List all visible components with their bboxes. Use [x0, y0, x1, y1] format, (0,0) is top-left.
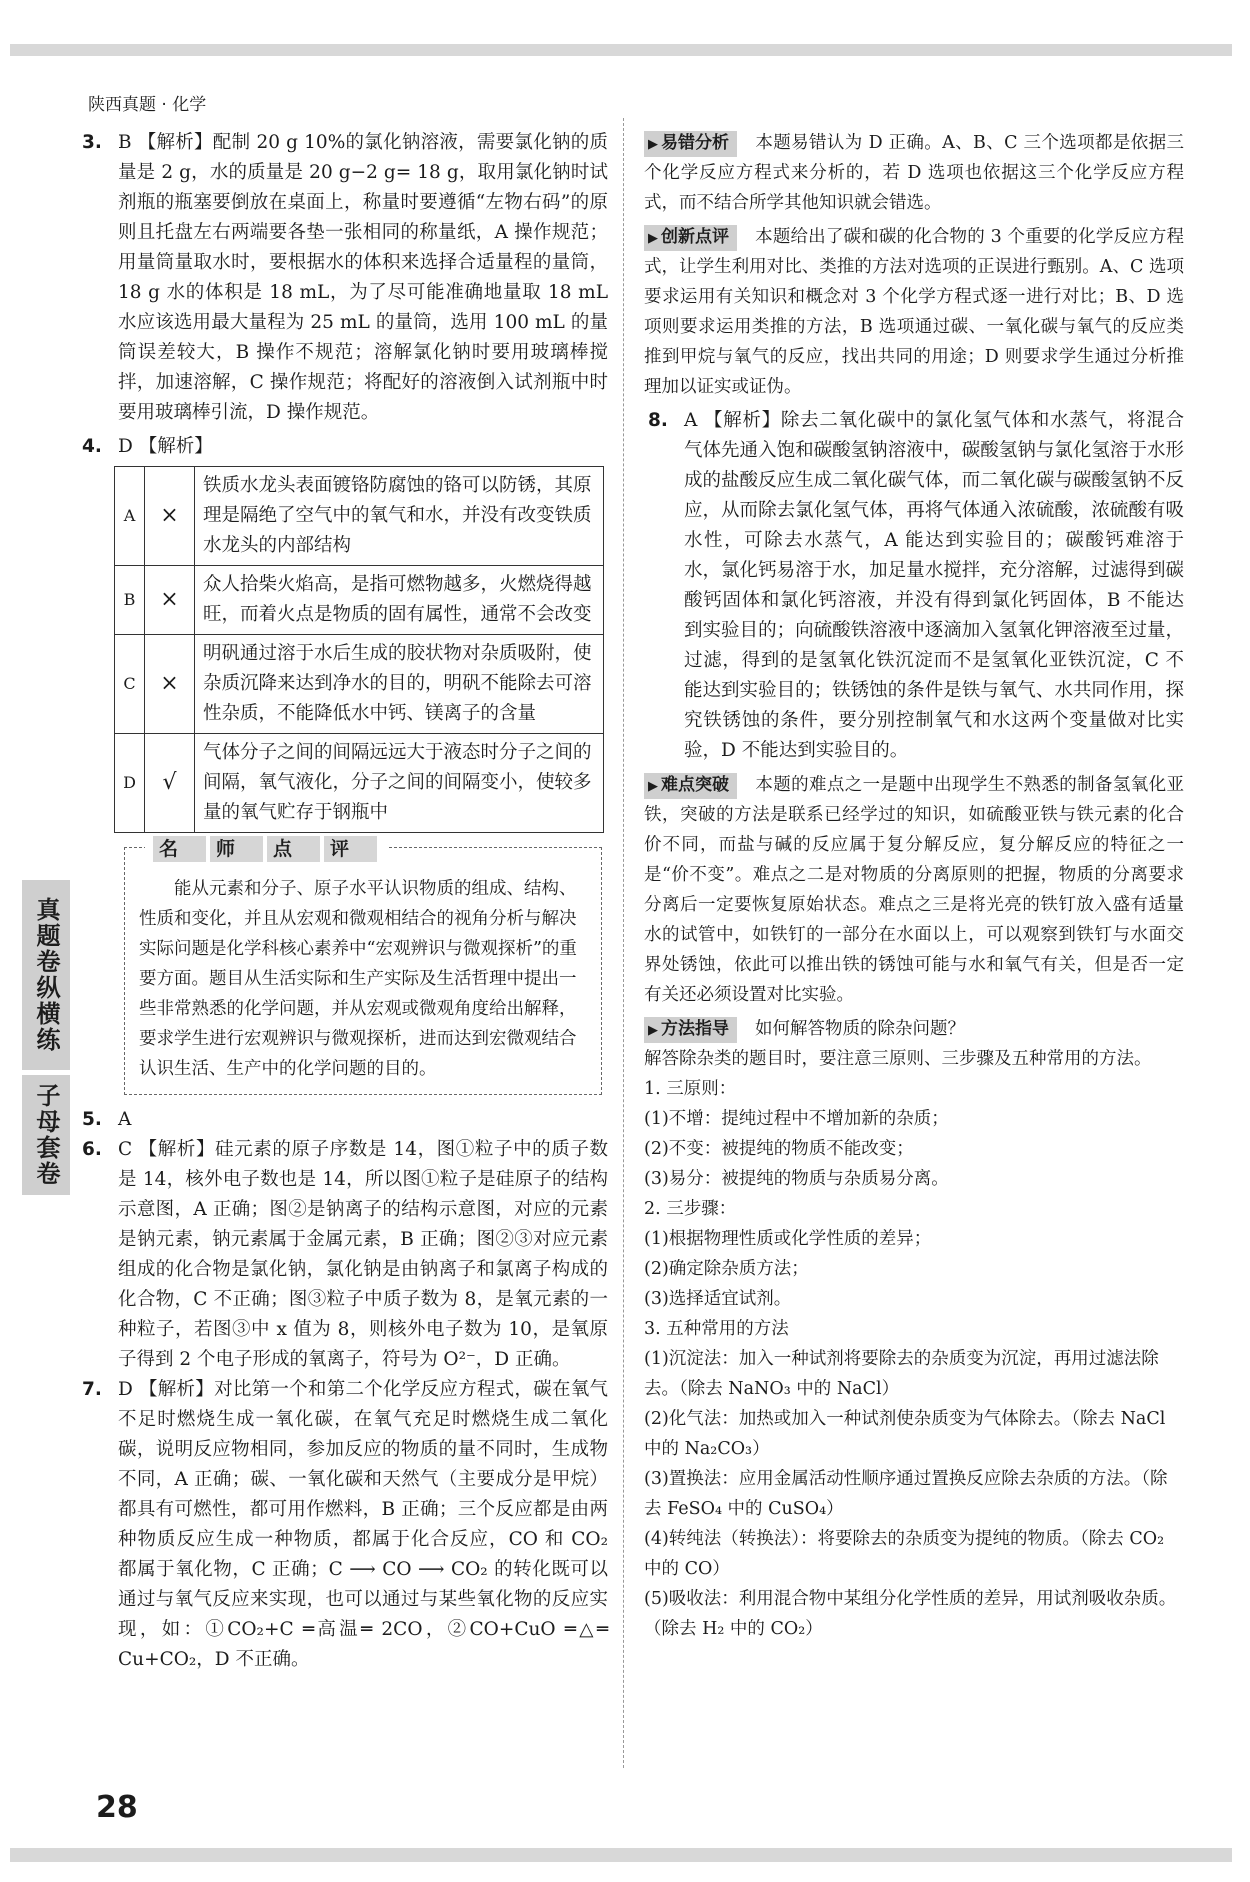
table-row — [115, 467, 604, 566]
side-tab-volume — [22, 1075, 70, 1195]
review-title-char: 名 — [153, 836, 206, 862]
easy-error-analysis — [644, 128, 1184, 218]
page-header: 陕西真题 · 化学 — [88, 95, 207, 115]
question-answer: C 【解析】硅元素的原子序数是 14，图①粒子中的质子数是 14，核外电子数也是 14，所以图①粒子是硅原子的结构示意图，A 正确；图②是钠离子的结构示意图，对应的元素是钠元素，钠元素属于金属元素，B 正确；图②③对应元素组成的化合物是氯化钠，氯化钠是由钠离子和氯离子构成的化合物，C 不正确；图③粒子中质子数为 8，是氧元素的一种粒子，若图③中 x 值为 8，则核外电子数为 10，是氧原子得到 2 个电子形成的氧离子，符号为 O²⁻，D 正确。 — [118, 1139, 608, 1370]
method-line: 解答除杂类的题目时，要注意三原则、三步骤及五种常用的方法。 — [644, 1049, 1152, 1069]
teacher-review-text: 能从元素和分子、原子水平认识物质的组成、结构、性质和变化，并且从宏观和微观相结合的视角分析与解决实际问题是化学科核心素养中“宏观辨识与微观探析”的重要方面。题目从生活实际和生产实际及生活哲理中提出一些非常熟悉的化学问题，并从宏观或微观角度给出解释，要求学生进行宏观辨识与微观探析，进而达到宏微观结合认识生活、生产中的化学问题的目的。 — [139, 879, 577, 1079]
question-answer: A — [118, 1109, 132, 1130]
question-answer: D 【解析】 — [118, 436, 213, 457]
teacher-review-box — [124, 838, 602, 1095]
option-explanation: 气体分子之间的间隔远远大于液态时分子之间的间隔，氧气液化，分子之间的间隔变小，使较多量的氧气贮存于钢瓶中 — [195, 734, 604, 833]
question-5 — [78, 1105, 608, 1135]
innovation-tag: ▶ 创新点评 — [644, 225, 737, 251]
teacher-review-title — [145, 834, 389, 864]
table-row — [115, 734, 604, 833]
question-answer: A 【解析】除去二氧化碳中的氯化氢气体和水蒸气，将混合气体先通入饱和碳酸氢钠溶液中，碳酸氢钠与氯化氢溶于水形成的盐酸反应生成二氧化碳气体，而二氧化碳与碳酸氢钠不反应，从而除去氯化氢气体，再将气体通入浓硫酸，浓硫酸有吸水性，可除去水蒸气，A 能达到实验目的；碳酸钙难溶于水，氯化钙易溶于水，加足量水搅拌，充分溶解，过滤得到碳酸钙固体和氯化钙溶液，并没有得到氯化钙固体，B 不能达到实验目的；向硫酸铁溶液中逐滴加入氢氧化钾溶液至过量，过滤，得到的是氢氧化铁沉淀而不是氢氧化亚铁沉淀，C 不能达到实验目的；铁锈蚀的条件是铁与氧气、水共同作用，探究铁锈蚀的条件，要分别控制氧气和水这两个变量做对比实验，D 不能达到实验目的。 — [684, 410, 1184, 761]
option-explanation: 铁质水龙头表面镀铬防腐蚀的铬可以防锈，其原理是隔绝了空气中的氧气和水，并没有改变铁质水龙头的内部结构 — [195, 467, 604, 566]
right-column — [644, 128, 1184, 1644]
page-number: 28 — [96, 1790, 138, 1825]
top-decoration-bar — [10, 44, 1232, 56]
option-explanation: 明矾通过溶于水后生成的胶状物对杂质吸附，使杂质沉降来达到净水的目的，明矾不能除去可溶性杂质，不能降低水中钙、镁离子的含量 — [195, 635, 604, 734]
method-guide — [644, 1014, 1184, 1044]
option-key: C — [115, 635, 145, 734]
method-line: (3)置换法：应用金属活动性顺序通过置换反应除去杂质的方法。（除去 FeSO₄ 中的 CuSO₄） — [644, 1469, 1168, 1519]
review-title-char: 点 — [267, 836, 320, 862]
method-line: (4)转纯法（转换法）：将要除去的杂质变为提纯的物质。（除去 CO₂ 中的 CO） — [644, 1529, 1165, 1579]
judgement-mark: × — [145, 635, 195, 734]
innovation-comment — [644, 222, 1184, 402]
table-row — [115, 635, 604, 734]
side-tab-series — [22, 880, 70, 1070]
left-column — [78, 128, 608, 1675]
method-lines — [644, 1044, 1184, 1644]
method-tag: ▶ 方法指导 — [644, 1017, 737, 1043]
bottom-decoration-bar — [10, 1848, 1232, 1862]
easy-error-tag: ▶ 易错分析 — [644, 131, 737, 157]
method-line: 1. 三原则： — [644, 1079, 737, 1099]
judgement-mark: √ — [145, 734, 195, 833]
question-6 — [78, 1135, 608, 1375]
table-row — [115, 566, 604, 635]
question-3 — [78, 128, 608, 428]
side-tab-series-text: 真题卷纵横练 — [32, 897, 60, 1053]
column-divider — [623, 118, 624, 1768]
judgement-mark: × — [145, 566, 195, 635]
question-8 — [644, 406, 1184, 766]
innovation-text: 本题给出了碳和碳的化合物的 3 个重要的化学反应方程式，让学生利用对比、类推的方法对选项的正误进行甄别。A、C 选项要求运用有关知识和概念对 3 个化学方程式逐一进行对比；B、D 选项则要求运用类推的方法，B 选项通过碳、一氧化碳与氧气的反应类推到甲烷与氧气的反应，找出共同的用途；D 则要求学生通过分析推理加以证实或证伪。 — [644, 227, 1184, 397]
review-title-char: 评 — [324, 836, 377, 862]
method-line: (5)吸收法：利用混合物中某组分化学性质的差异，用试剂吸收杂质。（除去 H₂ 中的 CO₂） — [644, 1589, 1177, 1639]
question-number: 6. — [82, 1139, 102, 1160]
method-line: (1)沉淀法：加入一种试剂将要除去的杂质变为沉淀，再用过滤法除去。（除去 NaNO₃ 中的 NaCl） — [644, 1349, 1159, 1399]
question-number: 4. — [82, 436, 102, 457]
judgement-mark: × — [145, 467, 195, 566]
question-answer: D 【解析】对比第一个和第二个化学反应方程式，碳在氧气不足时燃烧生成一氧化碳，在氧气充足时燃烧生成二氧化碳，说明反应物相同，参加反应的物质的量不同时，生成物不同，A 正确；碳、一氧化碳和天然气（主要成分是甲烷）都具有可燃性，都可用作燃料，B 正确；三个反应都是由两种物质反应生成一种物质，都属于化合反应，CO 和 CO₂ 都属于氧化物，C 正确；C ⟶ CO ⟶ CO₂ 的转化既可以通过与氧气反应来实现，也可以通过与某些氧化物的反应实现，如：①CO₂+C ═高温═ 2CO，②CO+CuO ═△═ Cu+CO₂，D 不正确。 — [118, 1379, 608, 1670]
question-number: 8. — [648, 410, 668, 431]
option-key: A — [115, 467, 145, 566]
method-line: (3)易分：被提纯的物质与杂质易分离。 — [644, 1169, 949, 1189]
side-tab-volume-text: 子母套卷 — [32, 1083, 60, 1187]
question-number: 7. — [82, 1379, 102, 1400]
method-title: 如何解答物质的除杂问题？ — [755, 1019, 965, 1039]
method-line: (1)根据物理性质或化学性质的差异； — [644, 1229, 932, 1249]
easy-error-text: 本题易错认为 D 正确。A、B、C 三个选项都是依据三个化学反应方程式来分析的，若 D 选项也依据这三个化学反应方程式，而不结合所学其他知识就会错选。 — [644, 133, 1184, 213]
method-line: (1)不增：提纯过程中不增加新的杂质； — [644, 1109, 949, 1129]
question-4 — [78, 432, 608, 462]
review-title-char: 师 — [210, 836, 263, 862]
option-explanation: 众人拾柴火焰高，是指可燃物越多，火燃烧得越旺，而着火点是物质的固有属性，通常不会改变 — [195, 566, 604, 635]
option-key: D — [115, 734, 145, 833]
method-line: 2. 三步骤： — [644, 1199, 737, 1219]
question-7 — [78, 1375, 608, 1675]
option-key: B — [115, 566, 145, 635]
method-line: 3. 五种常用的方法 — [644, 1319, 789, 1339]
question-number: 3. — [82, 132, 102, 153]
question-answer: B 【解析】配制 20 g 10%的氯化钠溶液，需要氯化钠的质量是 2 g，水的质量是 20 g−2 g= 18 g，取用氯化钠时试剂瓶的瓶塞要倒放在桌面上，称量时要遵循“左物右码”的原则且托盘左右两端要各垫一张相同的称量纸，A 操作规范；用量筒量取水时，要根据水的体积来选择合适量程的量筒，18 g 水的体积是 18 mL，为了尽可能准确地量取 18 mL 水应该选用最大量程为 25 mL 的量筒，选用 100 mL 的量筒误差较大，B 操作不规范；溶解氯化钠时要用玻璃棒搅拌，加速溶解，C 操作规范；将配好的溶液倒入试剂瓶中时要用玻璃棒引流，D 操作规范。 — [118, 132, 608, 423]
method-line: (2)化气法：加热或加入一种试剂使杂质变为气体除去。（除去 NaCl 中的 Na₂CO₃） — [644, 1409, 1166, 1459]
analysis-table — [114, 466, 604, 833]
method-line: (2)确定除杂质方法； — [644, 1259, 809, 1279]
method-line: (2)不变：被提纯的物质不能改变； — [644, 1139, 914, 1159]
difficulty-text: 本题的难点之一是题中出现学生不熟悉的制备氢氧化亚铁，突破的方法是联系已经学过的知识，如硫酸亚铁与铁元素的化合价不同，而盐与碱的反应属于复分解反应，复分解反应的特征之一是“价不变”。难点之二是对物质的分离原则的把握，物质的分离要求分离后一定要恢复原始状态。难点之三是将光亮的铁钉放入盛有适量水的试管中，如铁钉的一部分在水面以上，可以观察到铁钉与水面交界处锈蚀，依此可以推出铁的锈蚀可能与水和氧气有关，但是否一定有关还必须设置对比实验。 — [644, 775, 1184, 1005]
method-line: (3)选择适宜试剂。 — [644, 1289, 792, 1309]
difficulty-tag: ▶ 难点突破 — [644, 773, 737, 799]
question-number: 5. — [82, 1109, 102, 1130]
difficulty-breakthrough — [644, 770, 1184, 1010]
